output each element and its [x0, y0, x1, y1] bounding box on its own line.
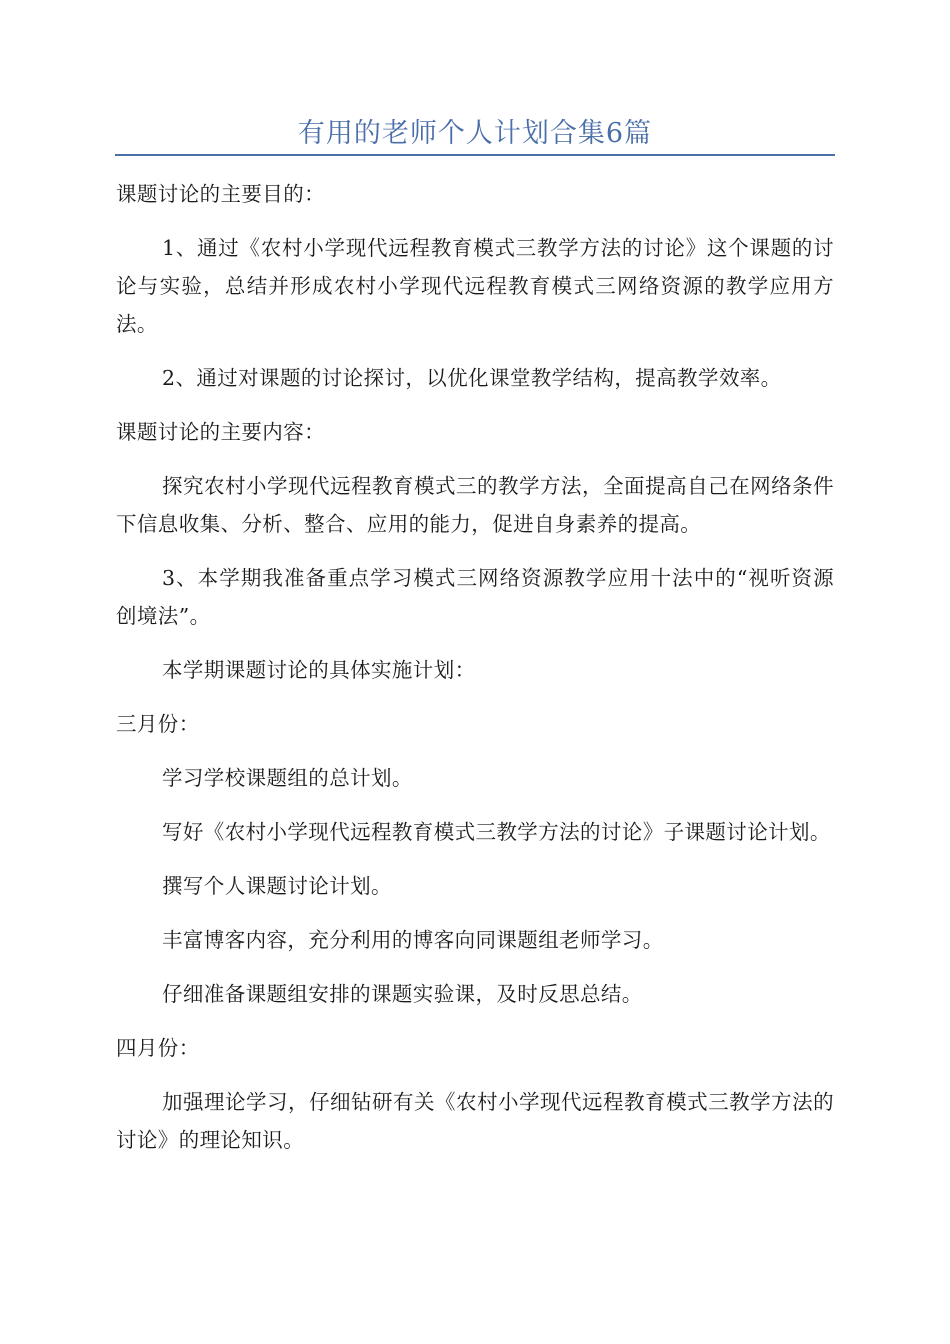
paragraph: 三月份：: [116, 712, 200, 736]
paragraph: 撰写个人课题讨论计划。: [162, 874, 392, 898]
paragraph: 学习学校课题组的总计划。: [162, 766, 413, 790]
paragraph: 写好《农村小学现代远程教育模式三教学方法的讨论》子课题讨论计划。: [162, 820, 831, 844]
paragraph: 3、本学期我准备重点学习模式三网络资源教学应用十法中的“视听资源创境法”。: [116, 566, 834, 628]
paragraph: 课题讨论的主要内容：: [116, 420, 325, 444]
title-underline: [115, 154, 835, 156]
paragraph: 1、通过《农村小学现代远程教育模式三教学方法的讨论》这个课题的讨论与实验，总结并形成农村小学现代远程教育模式三网络资源的教学应用方法。: [116, 236, 834, 336]
paragraph: 加强理论学习，仔细钻研有关《农村小学现代远程教育模式三教学方法的讨论》的理论知识。: [116, 1090, 834, 1152]
paragraph: 丰富博客内容，充分利用的博客向同课题组老师学习。: [162, 928, 664, 952]
paragraph: 课题讨论的主要目的：: [116, 182, 325, 206]
paragraph: 仔细准备课题组安排的课题实验课，及时反思总结。: [162, 982, 643, 1006]
document-title: 有用的老师个人计划合集6篇: [297, 118, 653, 149]
paragraph: 2、通过对课题的讨论探讨，以优化课堂教学结构，提高教学效率。: [162, 366, 782, 390]
paragraph: 探究农村小学现代远程教育模式三的教学方法，全面提高自己在网络条件下信息收集、分析、整合、应用的能力，促进自身素养的提高。: [116, 474, 834, 536]
paragraph: 本学期课题讨论的具体实施计划：: [162, 658, 476, 682]
paragraph: 四月份：: [116, 1036, 200, 1060]
document-body: [116, 175, 834, 1175]
